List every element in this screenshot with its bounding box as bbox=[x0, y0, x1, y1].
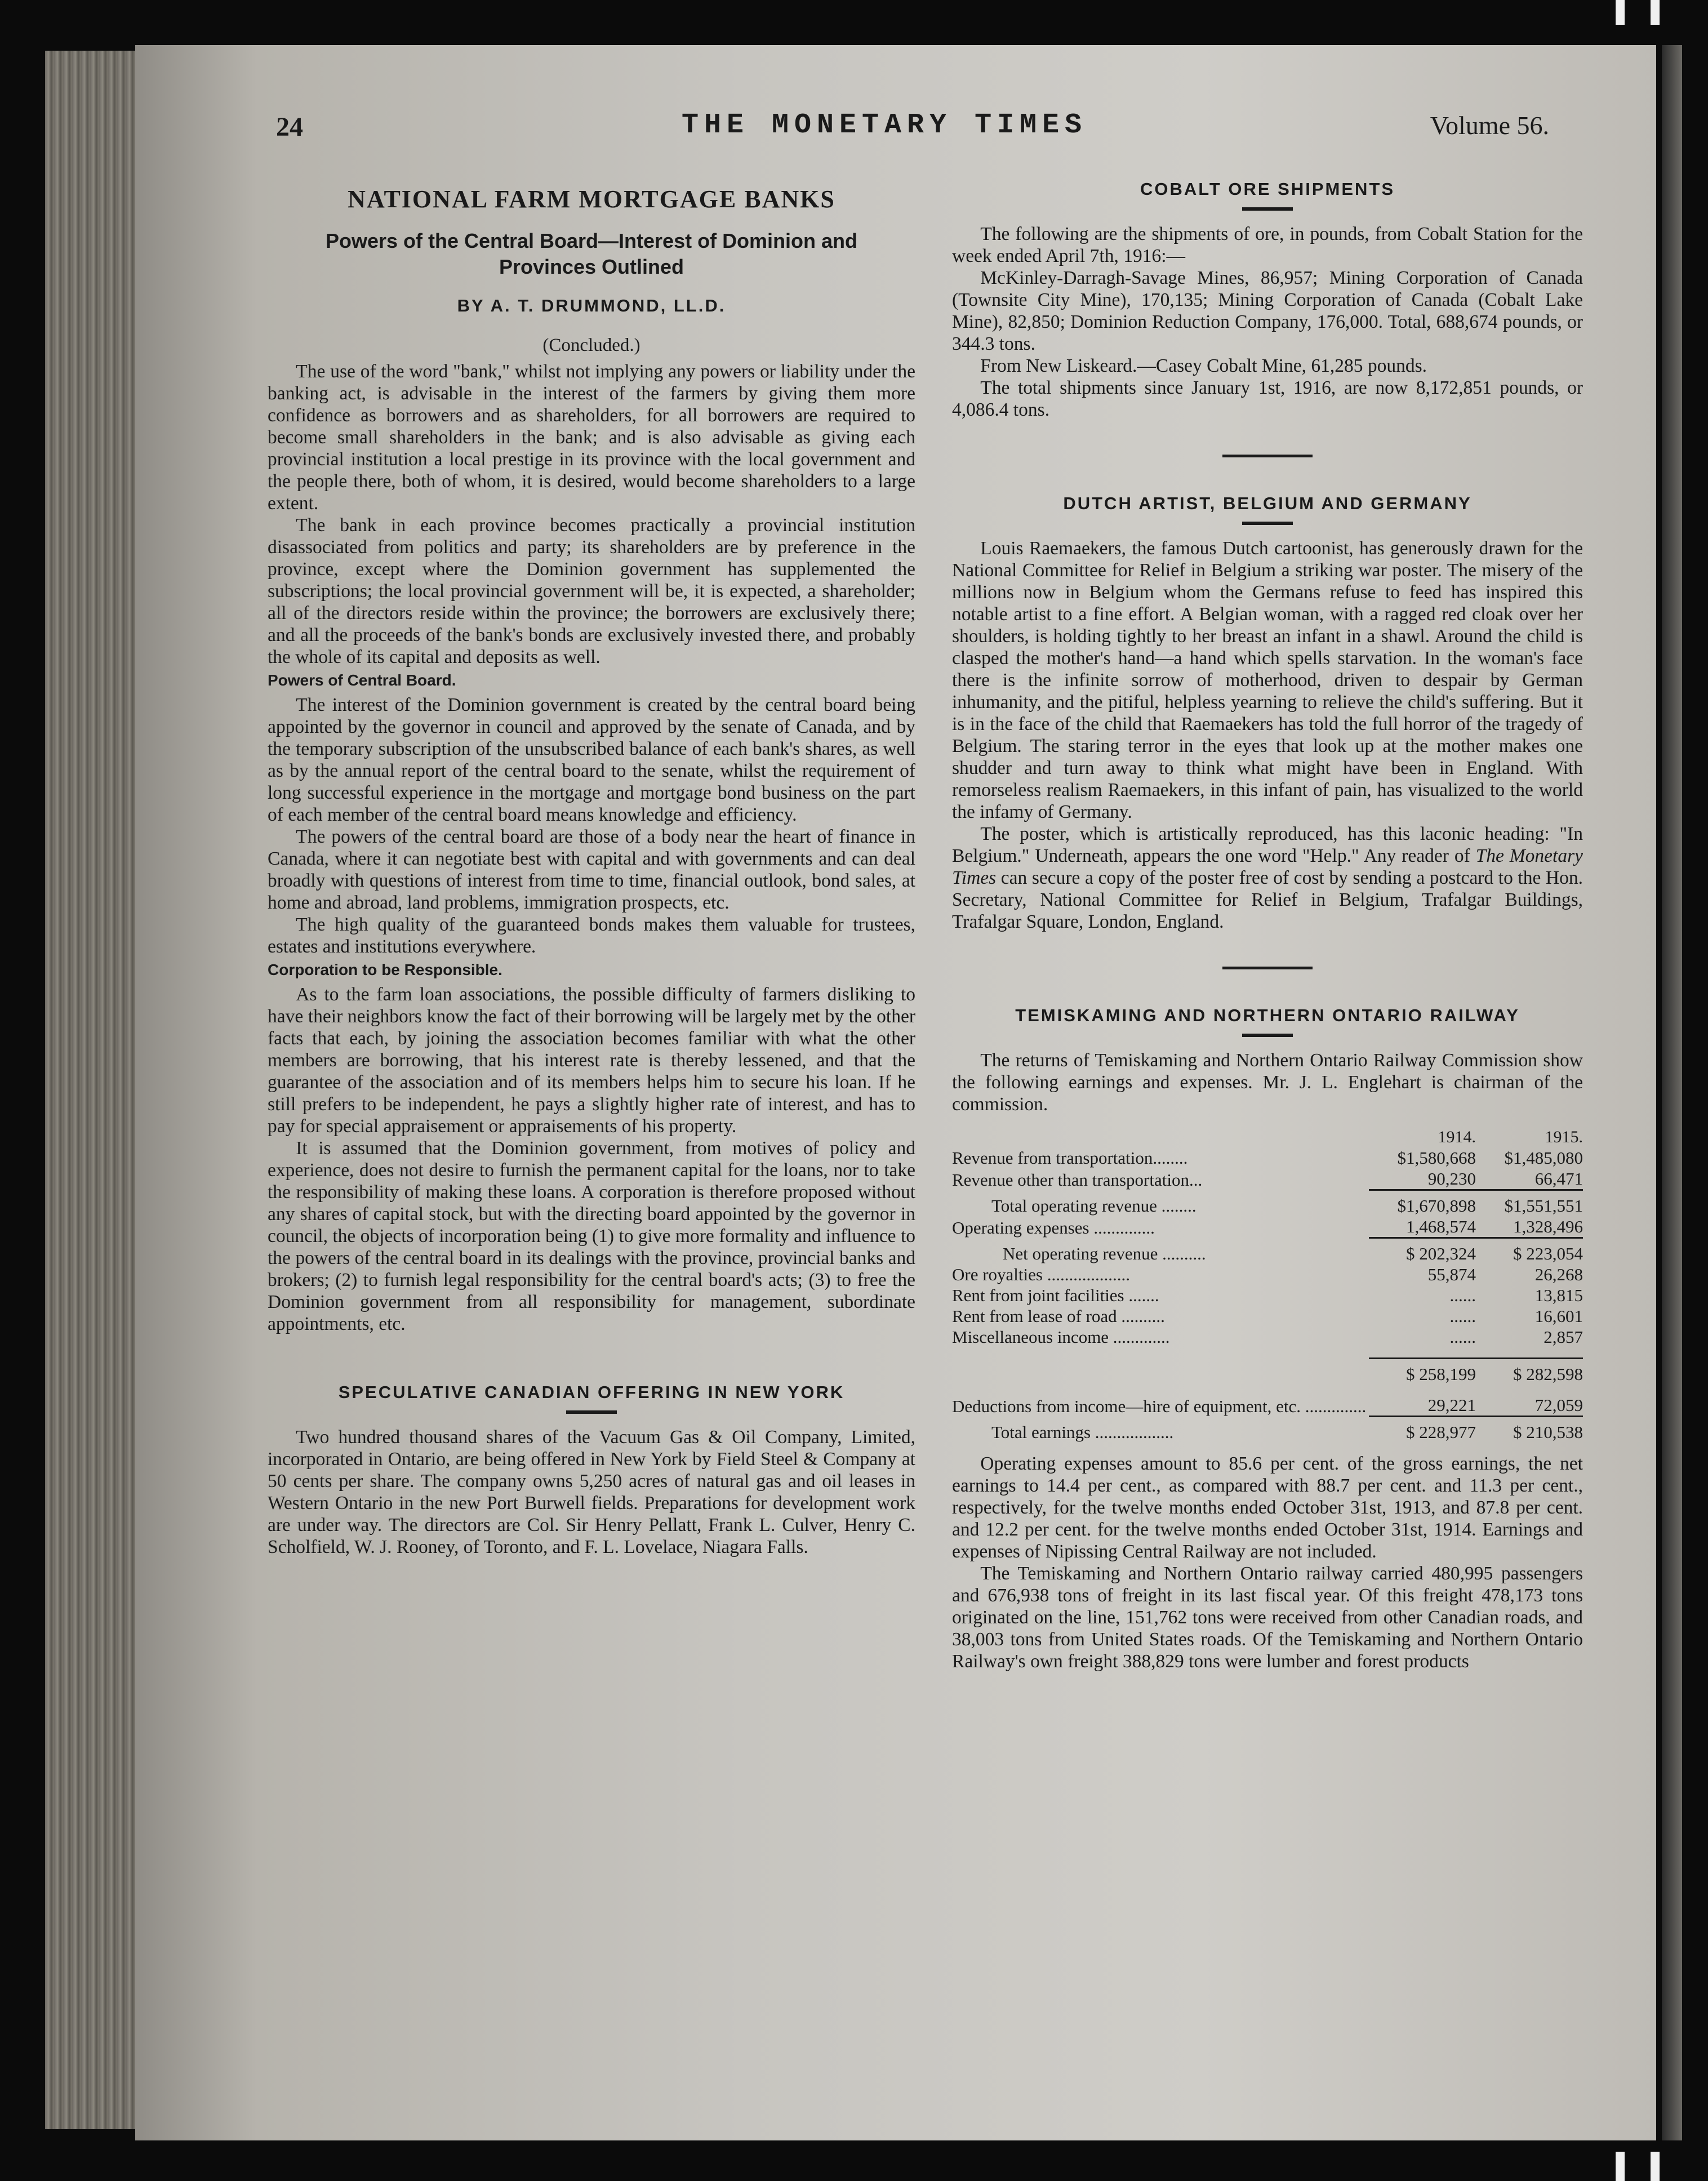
cell-1914: ...... bbox=[1449, 1306, 1476, 1326]
section-heading: Corporation to be Responsible. bbox=[268, 961, 502, 978]
paragraph: The total shipments since January 1st, 1916, are now 8,172,851 pounds, or 4,086.4 tons. bbox=[952, 377, 1583, 420]
registration-mark bbox=[1651, 2152, 1660, 2181]
paragraph: The following are the shipments of ore, in pounds, from Cobalt Station for the week ended April 7th, 1916:— bbox=[952, 224, 1583, 266]
continuation-note: (Concluded.) bbox=[542, 335, 640, 355]
title-rule bbox=[1242, 522, 1293, 525]
page-number: 24 bbox=[276, 112, 303, 142]
rule-row bbox=[952, 1359, 1583, 1364]
cell-1915: 72,059 bbox=[1534, 1395, 1583, 1415]
row-label: Total operating revenue ........ bbox=[991, 1196, 1197, 1216]
table-row bbox=[952, 1306, 1583, 1327]
table-row bbox=[952, 1195, 1583, 1216]
title-rule bbox=[566, 1410, 617, 1414]
publication-name: The Monetary Times bbox=[952, 845, 1583, 888]
rule-row bbox=[952, 1190, 1583, 1196]
cell-1915: $ 282,598 bbox=[1513, 1364, 1583, 1384]
table-header-row bbox=[952, 1127, 1583, 1147]
paragraph: The bank in each province becomes practically a provincial institution disassociated from politics and party; its shareholders are by preference in the province, except where the Dominion government has supplemented the subscriptions; the local provincial government will be, it is expected, a shareholder; all of the directors reside within the province; the borrowers are exclusively there; and all the proceeds of the bank's bonds are exclusively invested there, and probably the whole of its capital and deposits as well. bbox=[268, 515, 915, 667]
cell-1914: ...... bbox=[1449, 1285, 1476, 1305]
cell-1914: $ 202,324 bbox=[1406, 1244, 1476, 1263]
paragraph: The Temiskaming and Northern Ontario railway carried 480,995 passengers and 676,938 tons of freight in its last fiscal year. Of this freight 478,173 tons originated on the line, 151,762 tons were received from other Canadian roads, and 38,003 tons from United States roads. Of the Temiskaming and Northern Ontario Railway's own freight 388,829 tons were lumber and forest products bbox=[952, 1563, 1583, 1672]
paragraph: The returns of Temiskaming and Northern Ontario Railway Commission show the following earnings and expenses. Mr. J. L. Englehart is chairman of the commission. bbox=[952, 1050, 1583, 1115]
text-run: The poster, which is artistically reproduced, has this laconic heading: "In Belgium." Underneath, appears the one word "Help." Any reader of bbox=[952, 824, 1583, 866]
cell-1914: $ 258,199 bbox=[1406, 1364, 1476, 1384]
text-run: can secure a copy of the poster free of cost by sending a postcard to the Hon. Secretary, National Committee for Relief in Belgium, Trafalgar Buildings, Trafalgar Square, London, England. bbox=[952, 867, 1583, 932]
next-page-edge bbox=[1662, 45, 1682, 2140]
cell-1914: 1,468,574 bbox=[1406, 1217, 1476, 1236]
spacer-row bbox=[952, 1347, 1583, 1359]
cell-1915: $ 210,538 bbox=[1513, 1422, 1583, 1442]
row-label: Total earnings .................. bbox=[991, 1422, 1174, 1442]
title-rule bbox=[1242, 207, 1293, 211]
row-label: Operating expenses .............. bbox=[952, 1217, 1155, 1238]
cell-1915: 66,471 bbox=[1534, 1169, 1583, 1189]
paragraph: It is assumed that the Dominion government, from motives of policy and experience, does not desire to furnish the permanent capital for the loans, nor to take the responsibility of making these loans. A corporation is therefore proposed without any shares of capital stock, but with the directing board appointed by the governor in council, the objects of incorporation being (1) to give more formality and influence to the powers of the central board in its dealings with the province, provincial banks and brokers; (2) to furnish legal responsibility for the central board's acts; (3) to free the Dominion government from all responsibility for management, subordinate appointments, etc. bbox=[268, 1138, 915, 1334]
title-rule bbox=[1242, 1034, 1293, 1037]
row-label bbox=[952, 1364, 1369, 1385]
row-label: Ore royalties ................... bbox=[952, 1265, 1130, 1284]
cell-1914: $ 228,977 bbox=[1406, 1422, 1476, 1442]
cell-1914: 55,874 bbox=[1427, 1265, 1476, 1284]
rule-row bbox=[952, 1417, 1583, 1422]
paragraph: The use of the word "bank," whilst not implying any powers or liability under the banking act, is advisable in the interest of the farmers by giving them more confidence as borrowers and as shareholders, for all borrowers are required to become small shareholders in the bank; and is also advisable as giving each provincial institution a local prestige in its province with the local government and the people there, both of whom, it is desired, would become shareholders to a large extent. bbox=[268, 361, 915, 514]
row-label: Revenue from transportation........ bbox=[952, 1148, 1188, 1168]
row-label: Rent from joint facilities ....... bbox=[952, 1285, 1159, 1305]
cell-1914: $1,670,898 bbox=[1397, 1196, 1476, 1216]
table-row bbox=[952, 1327, 1583, 1347]
article-title: DUTCH ARTIST, BELGIUM AND GERMANY bbox=[1063, 493, 1472, 513]
table-row bbox=[952, 1216, 1583, 1238]
cell-1915: 13,815 bbox=[1534, 1285, 1583, 1305]
cell-1915: $1,551,551 bbox=[1504, 1196, 1583, 1216]
registration-mark bbox=[1651, 0, 1660, 25]
cell-1914: $1,580,668 bbox=[1397, 1148, 1476, 1168]
cell-1915: 16,601 bbox=[1534, 1306, 1583, 1326]
cell-1914: ...... bbox=[1449, 1327, 1476, 1347]
table-row bbox=[952, 1264, 1583, 1285]
paragraph: McKinley-Darragh-Savage Mines, 86,957; Mining Corporation of Canada (Townsite City Mine), 170,135; Mining Corporation of Canada (Cobalt Lake Mine), 82,850; Dominion Reduction Company, 176,000. Total, 688,674 pounds, or 344.3 tons. bbox=[952, 268, 1583, 354]
column-header: 1915. bbox=[1545, 1128, 1583, 1146]
registration-mark bbox=[1616, 2152, 1625, 2181]
table-row bbox=[952, 1395, 1583, 1417]
table-row bbox=[952, 1243, 1583, 1264]
paragraph: From New Liskeard.—Casey Cobalt Mine, 61,285 pounds. bbox=[980, 355, 1427, 376]
earnings-table bbox=[952, 1127, 1583, 1443]
left-column bbox=[268, 169, 915, 1558]
article-byline: BY A. T. DRUMMOND, LL.D. bbox=[457, 296, 726, 315]
article-title: TEMISKAMING AND NORTHERN ONTARIO RAILWAY bbox=[1015, 1005, 1520, 1025]
paragraph: The interest of the Dominion government is created by the central board being appointed by the governor in council and approved by the senate of Canada, and by the temporary subscription of the unsubscribed balance of each bank's shares, as well as by the annual report of the central board to the senate, whilst the requirement of long successful experience in the mortgage and mortgage bond business on the part of each member of the central board means knowledge and efficiency. bbox=[268, 695, 915, 825]
paragraph: Two hundred thousand shares of the Vacuum Gas & Oil Company, Limited, incorporated in Ontario, are being offered in New York by Field Steel & Company at 50 cents per share. The company owns 5,250 acres of natural gas and oil leases in Western Ontario in the new Port Burwell fields. Preparations for development work are under way. The directors are Col. Sir Henry Pellatt, Frank L. Culver, Henry C. Scholfield, W. J. Rooney, of Toronto, and F. L. Lovelace, Niagara Falls. bbox=[268, 1427, 915, 1557]
rule-row bbox=[952, 1238, 1583, 1244]
article-title: COBALT ORE SHIPMENTS bbox=[1140, 179, 1395, 199]
table-row bbox=[952, 1168, 1583, 1190]
paragraph: Operating expenses amount to 85.6 per cent. of the gross earnings, the net earnings to 14.4 per cent., as compared with 88.7 per cent. and 11.3 per cent., respectively, for the twelve months ended October 31st, 1913, and 87.8 per cent. and 12.2 per cent. for the twelve months ended October 31st, 1914. Earnings and expenses of Nipissing Central Railway are not included. bbox=[952, 1453, 1583, 1562]
right-column bbox=[952, 169, 1583, 1672]
cell-1914: 29,221 bbox=[1427, 1395, 1476, 1415]
paragraph: The powers of the central board are those of a body near the heart of finance in Canada, where it can negotiate best with capital and with governments and can deal broadly with questions of interest from time to time, financial outlook, bond sales, at home and abroad, land problems, immigration prospects, etc. bbox=[268, 826, 915, 913]
paragraph: The high quality of the guaranteed bonds makes them valuable for trustees, estates and institutions everywhere. bbox=[268, 914, 915, 957]
row-label: Rent from lease of road .......... bbox=[952, 1306, 1165, 1326]
paragraph: As to the farm loan associations, the possible difficulty of farmers disliking to have their neighbors know the fact of their borrowing will be largely met by the other facts that each, by joining the association becomes familiar with what the other members are borrowing, that his interest rate is thereby lessened, and that the guarantee of the association and of its members helps him to secure his loan. If he still prefers to be independent, he pays a slightly higher rate of interest, and has to pay for special appraisement or appraisements of his property. bbox=[268, 984, 915, 1137]
cell-1914: 90,230 bbox=[1427, 1169, 1476, 1189]
section-heading: Powers of Central Board. bbox=[268, 671, 456, 689]
row-label: Deductions from income—hire of equipment, etc. .............. bbox=[952, 1396, 1367, 1416]
cell-1915: $ 223,054 bbox=[1513, 1244, 1583, 1263]
column-header: 1914. bbox=[1438, 1128, 1476, 1146]
table-row bbox=[952, 1422, 1583, 1443]
book-spine bbox=[45, 51, 141, 2129]
table-row bbox=[952, 1147, 1583, 1168]
publication-title: THE MONETARY TIMES bbox=[682, 109, 1088, 141]
row-label: Revenue other than transportation... bbox=[952, 1169, 1203, 1190]
cell-1915: 2,857 bbox=[1544, 1327, 1583, 1347]
registration-mark bbox=[1616, 0, 1625, 25]
section-divider bbox=[1222, 455, 1313, 457]
section-divider bbox=[1222, 967, 1313, 969]
running-header bbox=[276, 107, 1549, 152]
paragraph bbox=[952, 823, 1583, 933]
volume-label: Volume 56. bbox=[1430, 111, 1549, 140]
article-subtitle: Powers of the Central Board—Interest of Dominion and Provinces Outlined bbox=[325, 229, 858, 278]
article-title: SPECULATIVE CANADIAN OFFERING IN NEW YORK bbox=[338, 1382, 845, 1402]
cell-1915: 26,268 bbox=[1534, 1265, 1583, 1284]
table-row bbox=[952, 1285, 1583, 1306]
article-title: NATIONAL FARM MORTGAGE BANKS bbox=[348, 185, 835, 213]
cell-1915: 1,328,496 bbox=[1513, 1217, 1583, 1236]
spacer-row bbox=[952, 1385, 1583, 1395]
paragraph: Louis Raemaekers, the famous Dutch cartoonist, has generously drawn for the National Committee for Relief in Belgium a striking war poster. The misery of the millions now in Belgium whom the Germans refuse to feed has inspired this notable artist to a fine effort. A Belgian woman, with a ragged red cloak over her shoulders, is holding tightly to her breast an infant in a shawl. Around the child is clasped the mother's hand—a hand which spells starvation. In the woman's face there is the infinite sorrow of motherhood, driven to despair by German inhumanity, and the pitiful, helpless yearning to relieve the child's suffering. But it is in the face of the child that Raemaekers has told the full horror of the tragedy of Belgium. The staring terror in the eyes that look up at the mother makes one shudder and turn away to think what might have been in England. With remorseless realism Raemaekers, in this infant of pain, has visualized to the world the infamy of Germany. bbox=[952, 538, 1583, 822]
row-label: Miscellaneous income ............. bbox=[952, 1327, 1170, 1347]
row-label: Net operating revenue .......... bbox=[1003, 1244, 1206, 1263]
table-row bbox=[952, 1364, 1583, 1385]
cell-1915: $1,485,080 bbox=[1504, 1148, 1583, 1168]
